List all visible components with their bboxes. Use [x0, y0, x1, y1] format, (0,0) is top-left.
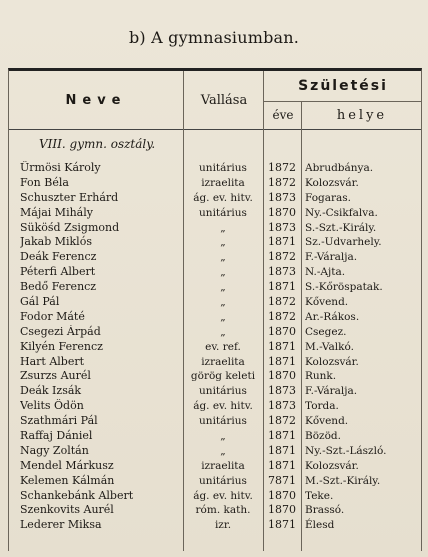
- student-name: Schankebánk Albert: [20, 488, 134, 502]
- student-name: Kelemen Kálmán: [20, 473, 115, 487]
- birth-place-cell: Csegez.: [305, 325, 347, 338]
- birth-year-cell: 1871: [268, 518, 296, 532]
- birth-place-cell: Kolozsvár.: [305, 459, 359, 472]
- birth-year-cell: 1872: [268, 295, 296, 309]
- religion-cell: ág. ev. hitv.: [193, 191, 253, 204]
- table-row: [9, 325, 421, 340]
- religion-cell: „: [220, 251, 226, 264]
- religion-cell: unitárius: [199, 415, 247, 428]
- religion-cell: unitárius: [199, 206, 247, 219]
- table-header: [9, 71, 421, 130]
- birth-year-cell: 7871: [268, 473, 296, 487]
- table-body: [9, 129, 421, 551]
- birth-place-cell: F.-Váralja.: [305, 251, 358, 264]
- student-table: [8, 68, 422, 551]
- student-name: Nagy Zoltán: [20, 443, 89, 457]
- birth-year-cell: 1870: [268, 324, 296, 338]
- student-name: Hart Albert: [20, 354, 85, 368]
- table-row: [9, 295, 421, 310]
- birth-year-cell: 1873: [268, 190, 296, 204]
- religion-cell: unitárius: [199, 385, 247, 398]
- birth-place-cell: Kolozsvár.: [305, 176, 359, 189]
- religion-cell: „: [220, 296, 226, 309]
- birth-year-cell: 1872: [268, 175, 296, 189]
- header-helye: helye: [301, 101, 422, 129]
- religion-cell: „: [220, 266, 226, 279]
- religion-cell: „: [220, 444, 226, 457]
- religion-cell: „: [220, 236, 226, 249]
- birth-place-cell: Fogaras.: [305, 191, 352, 204]
- birth-year-cell: 1873: [268, 220, 296, 234]
- birth-place-cell: S.-Kőröspatak.: [305, 281, 383, 294]
- student-name: Csegezi Árpád: [20, 324, 101, 338]
- birth-year-cell: 1872: [268, 309, 296, 323]
- birth-place-cell: Bözöd.: [305, 430, 341, 443]
- birth-place-cell: Élesd: [305, 519, 335, 532]
- birth-year-cell: 1871: [268, 280, 296, 294]
- birth-place-cell: M.-Szt.-Király.: [305, 474, 381, 487]
- birth-place-cell: Ny.-Csikfalva.: [305, 206, 378, 219]
- birth-year-cell: 1871: [268, 429, 296, 443]
- student-name: Mendel Márkusz: [20, 458, 114, 472]
- birth-year-cell: 1873: [268, 384, 296, 398]
- birth-place-cell: Teke.: [305, 489, 334, 502]
- religion-cell: róm. kath.: [195, 504, 251, 517]
- religion-cell: unitárius: [199, 162, 247, 174]
- student-name: Zsurzs Aurél: [20, 369, 91, 383]
- table-row: [9, 340, 421, 355]
- class-heading: VIII. gymn. osztály.: [39, 137, 156, 151]
- birth-year-cell: 1871: [268, 235, 296, 249]
- table-row: [9, 310, 421, 325]
- student-name: Májai Mihály: [20, 205, 93, 219]
- table-row: [9, 518, 421, 533]
- student-name: Süköśd Zsigmond: [20, 220, 120, 234]
- birth-year-cell: 1870: [268, 503, 296, 517]
- birth-place-cell: Ny.-Szt.-László.: [305, 444, 387, 457]
- table-row: [9, 280, 421, 295]
- birth-place-cell: F.-Váralja.: [305, 385, 358, 398]
- student-name: Gál Pál: [20, 295, 60, 309]
- religion-cell: unitárius: [199, 474, 247, 487]
- header-vallasa: Vallása: [183, 71, 264, 129]
- birth-place-cell: Kővend.: [305, 296, 349, 309]
- table-row: [9, 265, 421, 280]
- table-row: [9, 503, 421, 518]
- birth-year-cell: 1871: [268, 458, 296, 472]
- birth-year-cell: 1872: [268, 250, 296, 264]
- student-name: Velits Ödön: [20, 399, 84, 413]
- table-row: [9, 414, 421, 429]
- birth-year-cell: 1870: [268, 369, 296, 383]
- birth-place-cell: Kővend.: [305, 415, 349, 428]
- student-name: Jakab Miklós: [20, 235, 92, 249]
- birth-year-cell: 1873: [268, 399, 296, 413]
- religion-cell: izraelita: [201, 459, 245, 472]
- table-row: [9, 250, 421, 265]
- table-row: [9, 235, 421, 250]
- header-eve: éve: [263, 101, 302, 129]
- table-row: [9, 489, 421, 504]
- student-name: Ürmösi Károly: [20, 161, 101, 174]
- student-name: Deák Izsák: [20, 384, 82, 398]
- religion-cell: „: [220, 325, 226, 338]
- religion-cell: „: [220, 281, 226, 294]
- birth-place-cell: M.-Valkó.: [305, 340, 354, 353]
- birth-place-cell: Sz.-Udvarhely.: [305, 236, 382, 249]
- birth-place-cell: Runk.: [305, 370, 337, 383]
- table-rows: [9, 161, 421, 533]
- section-title: b) A gymnasiumban.: [128, 28, 300, 47]
- birth-year-cell: 1871: [268, 443, 296, 457]
- birth-year-cell: 1871: [268, 354, 296, 368]
- table-row: [9, 444, 421, 459]
- religion-cell: görög keleti: [190, 370, 256, 383]
- birth-place-cell: Torda.: [305, 400, 339, 413]
- table-row: [9, 176, 421, 191]
- birth-year-cell: 1872: [268, 414, 296, 428]
- table-row: [9, 399, 421, 414]
- student-name: Szathmári Pál: [20, 414, 98, 428]
- student-name: Deák Ferencz: [20, 250, 97, 264]
- religion-cell: izr.: [214, 519, 232, 532]
- birth-place-cell: S.-Szt.-Király.: [305, 221, 377, 234]
- birth-place-cell: Abrudbánya.: [305, 162, 374, 174]
- table-row: [9, 191, 421, 206]
- birth-year-cell: 1872: [268, 161, 296, 174]
- student-name: Szenkovits Aurél: [20, 503, 114, 517]
- birth-place-cell: Ar.-Rákos.: [305, 310, 360, 323]
- table-row: [9, 206, 421, 221]
- student-name: Fon Béla: [20, 175, 69, 189]
- table-row: [9, 474, 421, 489]
- student-name: Péterfi Albert: [20, 265, 96, 279]
- birth-place-cell: Brassó.: [305, 504, 345, 517]
- birth-place-cell: Kolozsvár.: [305, 355, 359, 368]
- table-row: [9, 161, 421, 176]
- birth-year-cell: 1873: [268, 265, 296, 279]
- student-name: Fodor Máté: [20, 309, 85, 323]
- birth-year-cell: 1871: [268, 339, 296, 353]
- religion-cell: „: [220, 430, 226, 443]
- birth-year-cell: 1870: [268, 205, 296, 219]
- religion-cell: ág. ev. hitv.: [193, 489, 253, 502]
- religion-cell: ág. ev. hitv.: [193, 400, 253, 413]
- student-name: Lederer Miksa: [20, 518, 102, 532]
- religion-cell: izraelita: [201, 355, 245, 368]
- table-row: [9, 429, 421, 444]
- birth-place-cell: N.-Ajta.: [305, 266, 346, 279]
- student-name: Schuszter Erhárd: [20, 190, 119, 204]
- student-name: Raffaj Dániel: [20, 429, 93, 443]
- religion-cell: ev. ref.: [205, 340, 241, 353]
- header-neve: Neve: [65, 92, 127, 108]
- table-row: [9, 369, 421, 384]
- birth-year-cell: 1870: [268, 488, 296, 502]
- table-row: [9, 355, 421, 370]
- table-row: [9, 384, 421, 399]
- table-row: [9, 221, 421, 236]
- header-szuletesi: Születési: [263, 71, 422, 102]
- student-name: Kilyén Ferencz: [20, 339, 103, 353]
- religion-cell: „: [220, 310, 226, 323]
- student-name: Bedő Ferencz: [20, 280, 97, 294]
- religion-cell: izraelita: [201, 176, 245, 189]
- religion-cell: „: [220, 221, 226, 234]
- table-row: [9, 459, 421, 474]
